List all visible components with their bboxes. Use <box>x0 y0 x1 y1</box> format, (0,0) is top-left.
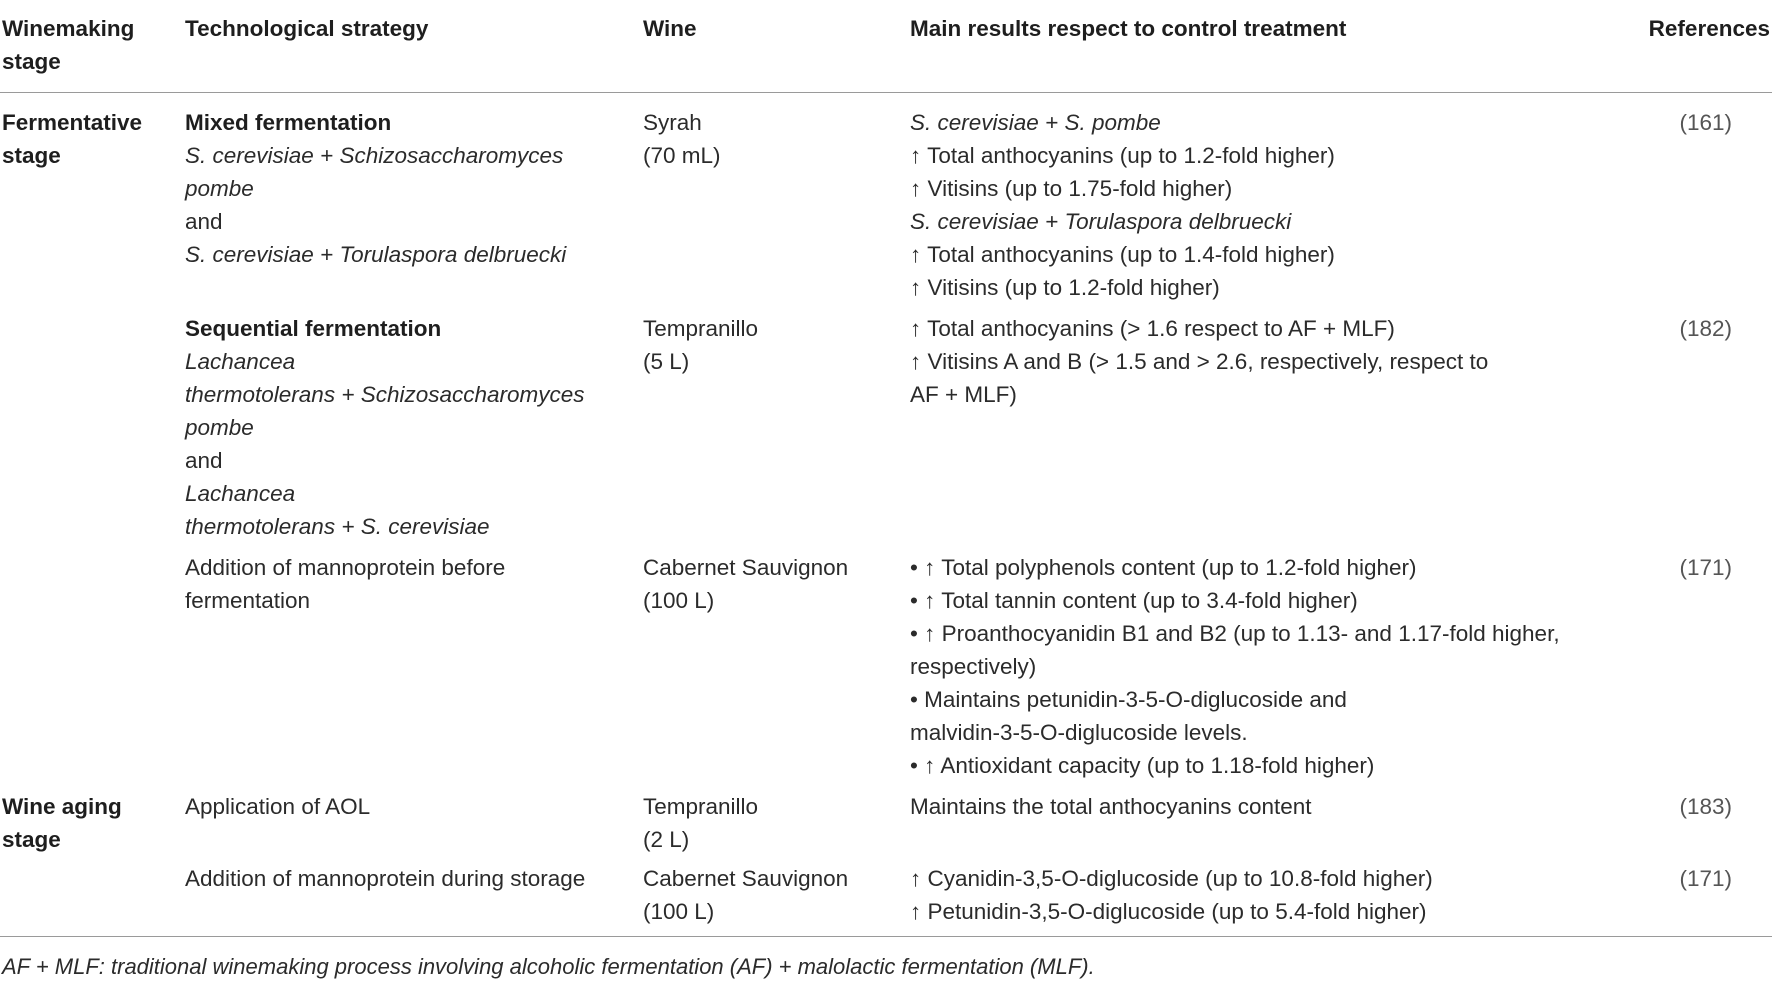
strategy-line: fermentation <box>185 588 311 613</box>
header-references: References <box>1648 16 1770 41</box>
strategy-line: thermotolerans + Schizosaccharomyces <box>185 382 585 407</box>
wine-line: Cabernet Sauvignon <box>643 555 849 580</box>
result-line: ↑ Vitisins A and B (> 1.5 and > 2.6, respectively, respect to <box>910 349 1489 374</box>
wine-line: Tempranillo <box>643 794 759 819</box>
header-wine: Wine <box>643 16 697 41</box>
result-line: ↑ Petunidin-3,5-O-diglucoside (up to 5.4-fold higher) <box>910 899 1427 924</box>
results-mannoprotein-storage <box>910 862 1433 928</box>
strategy-sequential <box>185 312 585 543</box>
strategy-line: Addition of mannoprotein during storage <box>185 866 586 891</box>
result-line: • Maintains petunidin-3-5-O-diglucoside and <box>910 687 1347 712</box>
stage-fermentative <box>2 106 142 172</box>
result-line: ↑ Cyanidin-3,5-O-diglucoside (up to 10.8-fold higher) <box>910 866 1433 891</box>
result-line: • ↑ Total tannin content (up to 3.4-fold higher) <box>910 588 1358 613</box>
strategy-line: Application of AOL <box>185 794 371 819</box>
result-line: AF + MLF) <box>910 382 1017 407</box>
result-line: respectively) <box>910 654 1037 679</box>
wine-cabernet <box>643 551 848 617</box>
strategy-line: S. cerevisiae + Schizosaccharomyces <box>185 143 564 168</box>
results-sequential <box>910 312 1488 411</box>
stage-line2: stage <box>2 143 61 168</box>
stage-line1: Fermentative <box>2 110 143 135</box>
strategy-line: and <box>185 209 223 234</box>
wine-line: (100 L) <box>643 899 715 924</box>
strategy-line: and <box>185 448 223 473</box>
strategy-line: S. cerevisiae + Torulaspora delbruecki <box>185 242 567 267</box>
results-mixed <box>910 106 1335 304</box>
result-line: Maintains the total anthocyanins content <box>910 794 1312 819</box>
result-line: ↑ Total anthocyanins (up to 1.2-fold higher) <box>910 143 1335 168</box>
result-line: ↑ Total anthocyanins (> 1.6 respect to AF + MLF) <box>910 316 1395 341</box>
header-stage <box>2 12 134 78</box>
header-strategy: Technological strategy <box>185 16 429 41</box>
strategy-mixed <box>185 106 566 271</box>
strategy-line: Lachancea <box>185 481 296 506</box>
wine-line: Tempranillo <box>643 316 759 341</box>
strategy-title: Sequential fermentation <box>185 316 442 341</box>
reference: (183) <box>1679 794 1732 819</box>
header-stage-line2: stage <box>2 49 61 74</box>
strategy-aol <box>185 790 370 823</box>
result-line: ↑ Vitisins (up to 1.75-fold higher) <box>910 176 1233 201</box>
strategy-line: Lachancea <box>185 349 296 374</box>
reference: (182) <box>1679 316 1732 341</box>
result-line: ↑ Vitisins (up to 1.2-fold higher) <box>910 275 1220 300</box>
wine-line: (5 L) <box>643 349 690 374</box>
reference: (171) <box>1679 866 1732 891</box>
stage-line1: Wine aging <box>2 794 122 819</box>
result-line: S. cerevisiae + S. pombe <box>910 110 1161 135</box>
stage-wine-aging <box>2 790 122 856</box>
wine-syrah <box>643 106 721 172</box>
wine-line: Syrah <box>643 110 702 135</box>
wine-cabernet-storage <box>643 862 848 928</box>
strategy-mannoprotein-before <box>185 551 505 617</box>
results-aol <box>910 790 1312 823</box>
wine-line: (100 L) <box>643 588 715 613</box>
result-line: S. cerevisiae + Torulaspora delbruecki <box>910 209 1292 234</box>
result-line: malvidin-3-5-O-diglucoside levels. <box>910 720 1248 745</box>
result-line: • ↑ Total polyphenols content (up to 1.2-fold higher) <box>910 555 1417 580</box>
wine-tempranillo-2l <box>643 790 758 856</box>
wine-line: (70 mL) <box>643 143 721 168</box>
strategy-line: Addition of mannoprotein before <box>185 555 506 580</box>
strategy-line: pombe <box>185 415 254 440</box>
header-results: Main results respect to control treatment <box>910 16 1347 41</box>
results-mannoprotein-before <box>910 551 1560 782</box>
strategy-title: Mixed fermentation <box>185 110 392 135</box>
wine-line: Cabernet Sauvignon <box>643 866 849 891</box>
wine-tempranillo <box>643 312 758 378</box>
header-stage-line1: Winemaking <box>2 16 135 41</box>
result-line: ↑ Total anthocyanins (up to 1.4-fold higher) <box>910 242 1335 267</box>
reference: (171) <box>1679 555 1732 580</box>
strategy-line: pombe <box>185 176 254 201</box>
wine-line: (2 L) <box>643 827 690 852</box>
header-rule <box>0 92 1772 93</box>
strategy-mannoprotein-storage <box>185 862 585 895</box>
reference: (161) <box>1679 110 1732 135</box>
result-line: • ↑ Antioxidant capacity (up to 1.18-fold higher) <box>910 753 1375 778</box>
stage-line2: stage <box>2 827 61 852</box>
result-line: • ↑ Proanthocyanidin B1 and B2 (up to 1.13- and 1.17-fold higher, <box>910 621 1560 646</box>
bottom-rule <box>0 936 1772 937</box>
strategy-line: thermotolerans + S. cerevisiae <box>185 514 490 539</box>
table-footnote: AF + MLF: traditional winemaking process involving alcoholic fermentation (AF) + malolactic fermentation (MLF). <box>2 954 1095 979</box>
